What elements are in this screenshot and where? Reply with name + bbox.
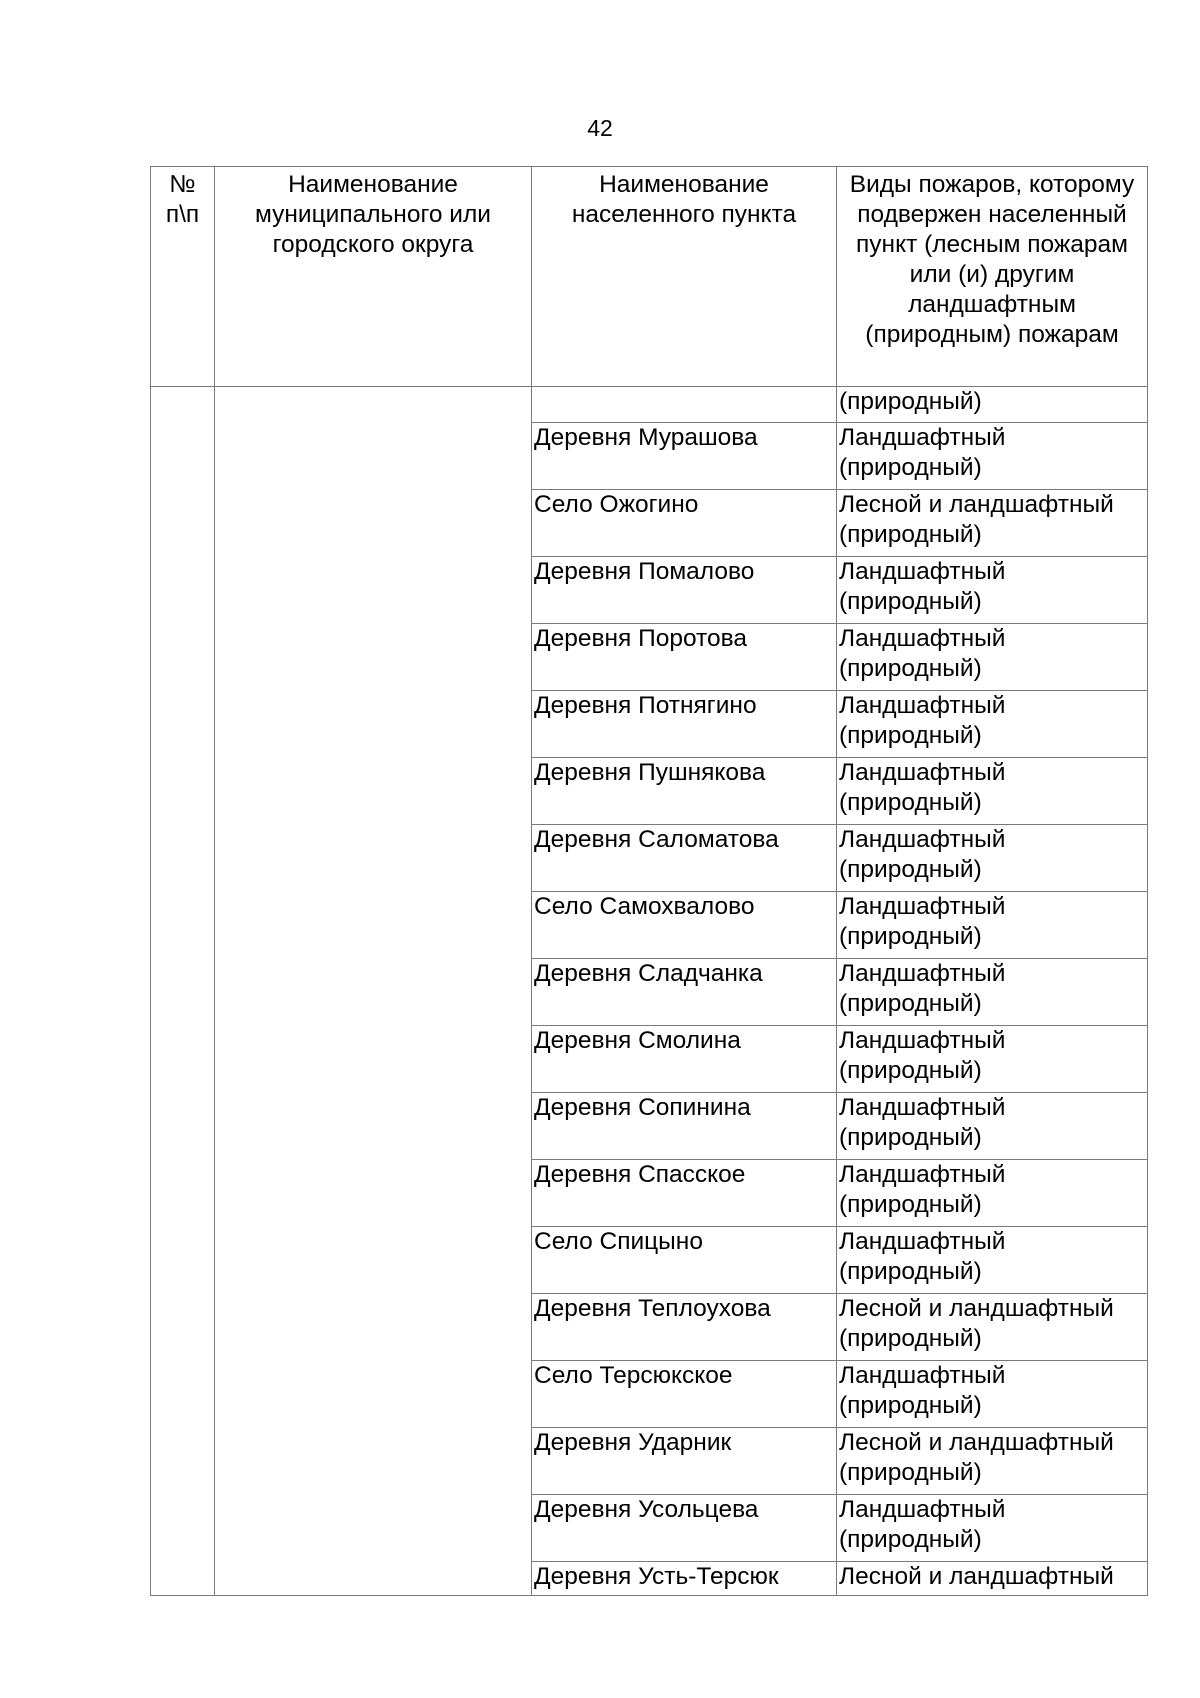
header-district: Наименование муниципального или городского округа xyxy=(215,167,532,387)
fire-type-main: Лесной и ландшафтный xyxy=(839,1563,1114,1590)
fire-type-qualifier: (природный) xyxy=(839,655,982,682)
fire-type-qualifier: (природный) xyxy=(839,1191,982,1218)
fire-type-qualifier: (природный) xyxy=(839,1258,982,1285)
fire-type-main: Ландшафтный xyxy=(839,558,1006,585)
fire-type-qualifier: (природный) xyxy=(839,1057,982,1084)
settlement-cell: Село Спицыно xyxy=(532,1227,837,1294)
header-number: № п\п xyxy=(151,167,215,387)
fire-type-cell xyxy=(837,423,1148,490)
fire-type-cell xyxy=(837,1361,1148,1428)
fire-type-qualifier: (природный) xyxy=(839,990,982,1017)
fire-type-cell xyxy=(837,691,1148,758)
settlement-cell: Деревня Ударник xyxy=(532,1428,837,1495)
fire-type-main: Лесной и ландшафтный xyxy=(839,1429,1114,1456)
fire-type-qualifier: (природный) xyxy=(839,588,982,615)
number-cell xyxy=(151,387,215,1596)
settlement-cell: Село Ожогино xyxy=(532,490,837,557)
fire-type-cell xyxy=(837,1562,1148,1596)
fire-type-cell xyxy=(837,490,1148,557)
fire-type-continuation: (природный) xyxy=(839,388,982,415)
fire-type-main: Ландшафтный xyxy=(839,759,1006,786)
fire-type-qualifier: (природный) xyxy=(839,1459,982,1486)
fire-type-cell xyxy=(837,825,1148,892)
fire-type-main: Ландшафтный xyxy=(839,1496,1006,1523)
fire-type-cell xyxy=(837,1495,1148,1562)
fire-type-qualifier: (природный) xyxy=(839,923,982,950)
fire-type-main: Ландшафтный xyxy=(839,692,1006,719)
settlement-cell: Деревня Потнягино xyxy=(532,691,837,758)
fire-type-cell xyxy=(837,387,1148,423)
fire-type-qualifier: (природный) xyxy=(839,722,982,749)
fire-type-qualifier: (природный) xyxy=(839,1392,982,1419)
fire-type-qualifier: (природный) xyxy=(839,1526,982,1553)
fire-type-qualifier: (природный) xyxy=(839,521,982,548)
header-settlement: Наименование населенного пункта xyxy=(532,167,837,387)
settlement-cell: Деревня Саломатова xyxy=(532,825,837,892)
fire-type-cell xyxy=(837,1093,1148,1160)
fire-type-cell xyxy=(837,557,1148,624)
fire-type-cell xyxy=(837,1026,1148,1093)
settlement-cell: Деревня Помалово xyxy=(532,557,837,624)
settlement-cell: Деревня Усть-Терсюк xyxy=(532,1562,837,1596)
settlement-cell: Деревня Мурашова xyxy=(532,423,837,490)
fire-type-cell xyxy=(837,1227,1148,1294)
fire-type-main: Ландшафтный xyxy=(839,826,1006,853)
fire-type-cell xyxy=(837,892,1148,959)
page-number: 42 xyxy=(587,115,613,141)
fire-type-qualifier: (природный) xyxy=(839,454,982,481)
fire-type-main: Ландшафтный xyxy=(839,893,1006,920)
fire-type-main: Ландшафтный xyxy=(839,625,1006,652)
district-cell xyxy=(215,387,532,1596)
fire-type-main: Ландшафтный xyxy=(839,1362,1006,1389)
fire-type-cell xyxy=(837,1428,1148,1495)
settlement-cell: Деревня Поротова xyxy=(532,624,837,691)
settlement-cell: Деревня Сопинина xyxy=(532,1093,837,1160)
fire-type-main: Ландшафтный xyxy=(839,1027,1006,1054)
settlement-cell: Деревня Пушнякова xyxy=(532,758,837,825)
fire-type-main: Ландшафтный xyxy=(839,1228,1006,1255)
fire-type-main: Лесной и ландшафтный xyxy=(839,491,1114,518)
fire-type-cell xyxy=(837,1294,1148,1361)
fire-type-main: Ландшафтный xyxy=(839,1161,1006,1188)
header-fire-types: Виды пожаров, которому подвержен населенный пункт (лесным пожарам или (и) другим ландшафтным (природным) пожарам xyxy=(837,167,1148,387)
fire-type-main: Ландшафтный xyxy=(839,960,1006,987)
table-header-row xyxy=(151,167,1148,387)
fire-type-cell xyxy=(837,959,1148,1026)
settlement-cell: Деревня Теплоухова xyxy=(532,1294,837,1361)
fire-type-qualifier: (природный) xyxy=(839,789,982,816)
settlement-cell: Деревня Сладчанка xyxy=(532,959,837,1026)
fire-type-cell xyxy=(837,1160,1148,1227)
fire-type-qualifier: (природный) xyxy=(839,1124,982,1151)
fire-type-qualifier: (природный) xyxy=(839,856,982,883)
fire-type-cell xyxy=(837,624,1148,691)
fire-type-main: Ландшафтный xyxy=(839,1094,1006,1121)
settlements-table xyxy=(150,166,1148,1596)
table-row-continuation xyxy=(151,387,1148,423)
settlement-cell: Деревня Спасское xyxy=(532,1160,837,1227)
fire-type-main: Лесной и ландшафтный xyxy=(839,1295,1114,1322)
settlement-cell: Деревня Усольцева xyxy=(532,1495,837,1562)
settlement-cell: Деревня Смолина xyxy=(532,1026,837,1093)
fire-type-qualifier: (природный) xyxy=(839,1325,982,1352)
settlement-cell: Село Терсюкское xyxy=(532,1361,837,1428)
fire-type-main: Ландшафтный xyxy=(839,424,1006,451)
settlement-cell: Село Самохвалово xyxy=(532,892,837,959)
fire-type-cell xyxy=(837,758,1148,825)
settlement-cell xyxy=(532,387,837,423)
